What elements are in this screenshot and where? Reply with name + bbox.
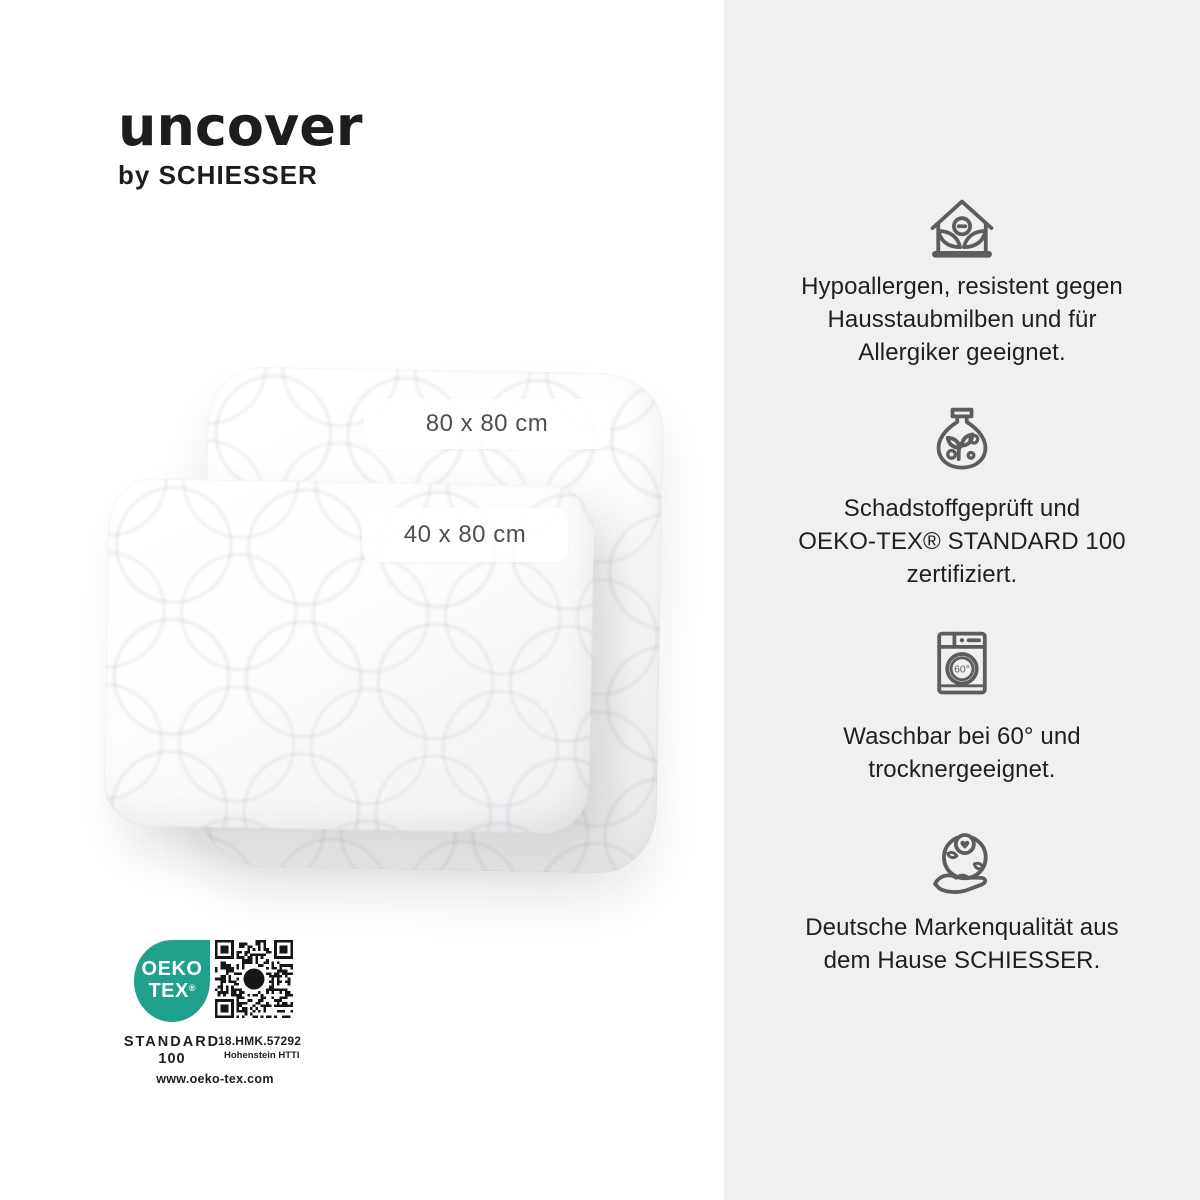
feature-line: dem Hause SCHIESSER. — [823, 947, 1101, 974]
tex-text: TEX® — [148, 980, 196, 1002]
feature-line: OEKO-TEX® STANDARD 100 — [798, 528, 1126, 555]
registered-mark: ® — [188, 983, 196, 993]
oeko-text: OEKO — [141, 958, 203, 981]
flask-leaf-icon — [924, 404, 1000, 480]
feature-line: Deutsche Markenqualität aus — [805, 914, 1119, 941]
washer-temp-label: 60° — [954, 664, 970, 676]
washing-machine-icon — [924, 626, 1000, 702]
size-badge-40x80-label: 40 x 80 cm — [403, 521, 527, 548]
oeko-tex-drop-icon — [134, 940, 210, 1022]
size-badge-40x80 — [362, 508, 568, 562]
brand-logo-wordmark: uncover — [118, 95, 363, 158]
size-badge-80x80-label: 80 x 80 cm — [425, 410, 549, 437]
feature-line: Allergiker geeignet. — [858, 339, 1066, 366]
cert-standard-number: 100 — [158, 1051, 186, 1067]
oeko-tex-certification-label — [120, 938, 320, 1098]
feature-text-brand-quality — [752, 911, 1172, 977]
hand-globe-heart-icon — [924, 826, 1000, 902]
cert-website: www.oeko-tex.com — [156, 1072, 274, 1086]
feature-line: Hypoallergen, resistent gegen — [801, 273, 1123, 300]
brand-logo-byline: by SCHIESSER — [118, 160, 318, 190]
feature-line: Hausstaubmilben und für — [827, 306, 1097, 333]
cert-institute: Hohenstein HTTI — [224, 1050, 300, 1061]
size-badge-80x80 — [364, 399, 610, 449]
features-panel — [724, 0, 1200, 1200]
feature-text-oekotex — [752, 492, 1172, 591]
feature-line: trocknergeeignet. — [868, 756, 1056, 783]
qr-code — [215, 940, 293, 1018]
feature-text-washable — [752, 720, 1172, 786]
cert-id: 18.HMK.57292 — [218, 1034, 302, 1048]
brand-logo — [118, 95, 363, 191]
feature-text-hypoallergenic — [752, 270, 1172, 369]
cert-standard-text: STANDARD — [123, 1034, 221, 1050]
feature-line: Waschbar bei 60° und — [843, 723, 1081, 750]
house-plant-icon — [924, 193, 1000, 269]
feature-line: Schadstoffgeprüft und — [843, 495, 1081, 522]
feature-line: zertifiziert. — [906, 561, 1018, 588]
